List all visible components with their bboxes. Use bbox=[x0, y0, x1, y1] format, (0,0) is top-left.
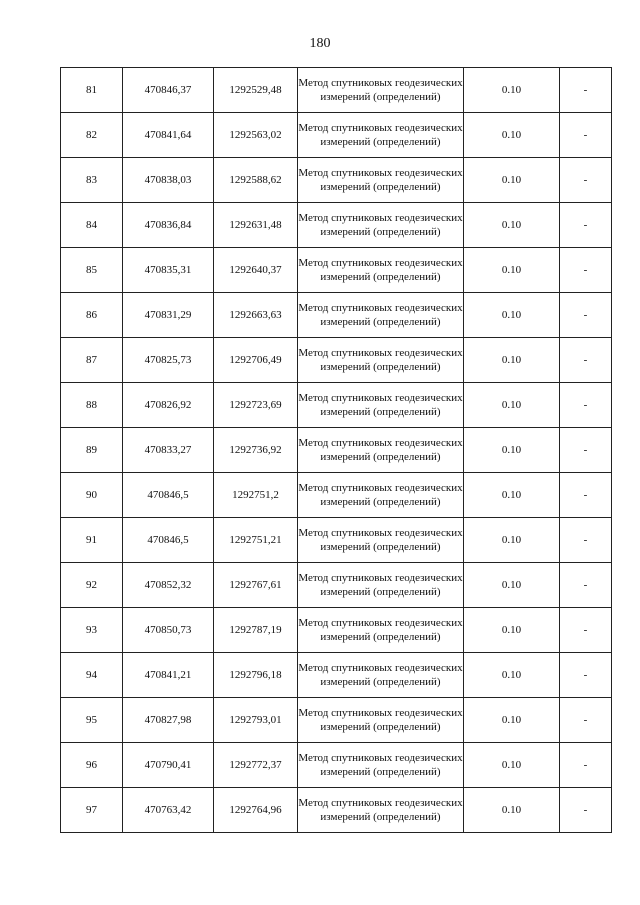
point-number-cell: 87 bbox=[61, 338, 123, 383]
page-number: 180 bbox=[309, 36, 331, 51]
table-row bbox=[61, 158, 612, 203]
precision-cell: 0.10 bbox=[464, 653, 560, 698]
precision-cell: 0.10 bbox=[464, 518, 560, 563]
x-coordinate-cell: 470825,73 bbox=[123, 338, 214, 383]
precision-cell: 0.10 bbox=[464, 428, 560, 473]
y-coordinate-cell: 1292751,2 bbox=[214, 473, 298, 518]
point-number-cell: 92 bbox=[61, 563, 123, 608]
precision-cell: 0.10 bbox=[464, 248, 560, 293]
method-cell: Метод спутниковых геодезических измерений (определений) bbox=[298, 608, 464, 653]
x-coordinate-cell: 470846,5 bbox=[123, 518, 214, 563]
point-number-cell: 83 bbox=[61, 158, 123, 203]
y-coordinate-cell: 1292787,19 bbox=[214, 608, 298, 653]
note-cell: - bbox=[560, 338, 612, 383]
point-number-cell: 94 bbox=[61, 653, 123, 698]
x-coordinate-cell: 470852,32 bbox=[123, 563, 214, 608]
precision-cell: 0.10 bbox=[464, 113, 560, 158]
x-coordinate-cell: 470841,21 bbox=[123, 653, 214, 698]
note-cell: - bbox=[560, 158, 612, 203]
precision-cell: 0.10 bbox=[464, 743, 560, 788]
y-coordinate-cell: 1292772,37 bbox=[214, 743, 298, 788]
y-coordinate-cell: 1292663,63 bbox=[214, 293, 298, 338]
y-coordinate-cell: 1292588,62 bbox=[214, 158, 298, 203]
note-cell: - bbox=[560, 473, 612, 518]
precision-cell: 0.10 bbox=[464, 608, 560, 653]
table-row bbox=[61, 338, 612, 383]
method-cell: Метод спутниковых геодезических измерений (определений) bbox=[298, 158, 464, 203]
y-coordinate-cell: 1292793,01 bbox=[214, 698, 298, 743]
method-cell: Метод спутниковых геодезических измерений (определений) bbox=[298, 113, 464, 158]
table-row bbox=[61, 293, 612, 338]
y-coordinate-cell: 1292631,48 bbox=[214, 203, 298, 248]
note-cell: - bbox=[560, 428, 612, 473]
method-cell: Метод спутниковых геодезических измерений (определений) bbox=[298, 743, 464, 788]
precision-cell: 0.10 bbox=[464, 698, 560, 743]
coordinates-table bbox=[60, 67, 612, 833]
point-number-cell: 86 bbox=[61, 293, 123, 338]
method-cell: Метод спутниковых геодезических измерений (определений) bbox=[298, 338, 464, 383]
table-row bbox=[61, 428, 612, 473]
y-coordinate-cell: 1292764,96 bbox=[214, 788, 298, 833]
table-row bbox=[61, 653, 612, 698]
note-cell: - bbox=[560, 518, 612, 563]
precision-cell: 0.10 bbox=[464, 293, 560, 338]
precision-cell: 0.10 bbox=[464, 203, 560, 248]
x-coordinate-cell: 470790,41 bbox=[123, 743, 214, 788]
method-cell: Метод спутниковых геодезических измерений (определений) bbox=[298, 518, 464, 563]
table-row bbox=[61, 698, 612, 743]
point-number-cell: 93 bbox=[61, 608, 123, 653]
x-coordinate-cell: 470835,31 bbox=[123, 248, 214, 293]
x-coordinate-cell: 470841,64 bbox=[123, 113, 214, 158]
precision-cell: 0.10 bbox=[464, 158, 560, 203]
point-number-cell: 82 bbox=[61, 113, 123, 158]
note-cell: - bbox=[560, 608, 612, 653]
table-row bbox=[61, 203, 612, 248]
point-number-cell: 97 bbox=[61, 788, 123, 833]
method-cell: Метод спутниковых геодезических измерений (определений) bbox=[298, 248, 464, 293]
x-coordinate-cell: 470827,98 bbox=[123, 698, 214, 743]
precision-cell: 0.10 bbox=[464, 338, 560, 383]
note-cell: - bbox=[560, 248, 612, 293]
point-number-cell: 96 bbox=[61, 743, 123, 788]
table-row bbox=[61, 788, 612, 833]
x-coordinate-cell: 470833,27 bbox=[123, 428, 214, 473]
x-coordinate-cell: 470846,5 bbox=[123, 473, 214, 518]
x-coordinate-cell: 470838,03 bbox=[123, 158, 214, 203]
precision-cell: 0.10 bbox=[464, 563, 560, 608]
note-cell: - bbox=[560, 383, 612, 428]
table-row bbox=[61, 563, 612, 608]
y-coordinate-cell: 1292529,48 bbox=[214, 68, 298, 113]
table-row bbox=[61, 113, 612, 158]
point-number-cell: 91 bbox=[61, 518, 123, 563]
y-coordinate-cell: 1292563,02 bbox=[214, 113, 298, 158]
table-row bbox=[61, 68, 612, 113]
x-coordinate-cell: 470836,84 bbox=[123, 203, 214, 248]
method-cell: Метод спутниковых геодезических измерений (определений) bbox=[298, 473, 464, 518]
x-coordinate-cell: 470831,29 bbox=[123, 293, 214, 338]
note-cell: - bbox=[560, 788, 612, 833]
note-cell: - bbox=[560, 743, 612, 788]
note-cell: - bbox=[560, 203, 612, 248]
method-cell: Метод спутниковых геодезических измерений (определений) bbox=[298, 203, 464, 248]
precision-cell: 0.10 bbox=[464, 473, 560, 518]
table-row bbox=[61, 743, 612, 788]
x-coordinate-cell: 470763,42 bbox=[123, 788, 214, 833]
note-cell: - bbox=[560, 113, 612, 158]
table-row bbox=[61, 248, 612, 293]
y-coordinate-cell: 1292736,92 bbox=[214, 428, 298, 473]
method-cell: Метод спутниковых геодезических измерений (определений) bbox=[298, 653, 464, 698]
table-row bbox=[61, 608, 612, 653]
x-coordinate-cell: 470850,73 bbox=[123, 608, 214, 653]
point-number-cell: 90 bbox=[61, 473, 123, 518]
point-number-cell: 95 bbox=[61, 698, 123, 743]
point-number-cell: 84 bbox=[61, 203, 123, 248]
y-coordinate-cell: 1292751,21 bbox=[214, 518, 298, 563]
y-coordinate-cell: 1292796,18 bbox=[214, 653, 298, 698]
precision-cell: 0.10 bbox=[464, 68, 560, 113]
method-cell: Метод спутниковых геодезических измерений (определений) bbox=[298, 68, 464, 113]
table-body bbox=[61, 68, 612, 833]
method-cell: Метод спутниковых геодезических измерений (определений) bbox=[298, 428, 464, 473]
table-row bbox=[61, 518, 612, 563]
precision-cell: 0.10 bbox=[464, 383, 560, 428]
note-cell: - bbox=[560, 563, 612, 608]
x-coordinate-cell: 470826,92 bbox=[123, 383, 214, 428]
method-cell: Метод спутниковых геодезических измерений (определений) bbox=[298, 383, 464, 428]
table-row bbox=[61, 473, 612, 518]
point-number-cell: 85 bbox=[61, 248, 123, 293]
table-row bbox=[61, 383, 612, 428]
point-number-cell: 89 bbox=[61, 428, 123, 473]
note-cell: - bbox=[560, 68, 612, 113]
point-number-cell: 81 bbox=[61, 68, 123, 113]
method-cell: Метод спутниковых геодезических измерений (определений) bbox=[298, 788, 464, 833]
x-coordinate-cell: 470846,37 bbox=[123, 68, 214, 113]
method-cell: Метод спутниковых геодезических измерений (определений) bbox=[298, 698, 464, 743]
precision-cell: 0.10 bbox=[464, 788, 560, 833]
method-cell: Метод спутниковых геодезических измерений (определений) bbox=[298, 293, 464, 338]
y-coordinate-cell: 1292723,69 bbox=[214, 383, 298, 428]
y-coordinate-cell: 1292767,61 bbox=[214, 563, 298, 608]
note-cell: - bbox=[560, 653, 612, 698]
y-coordinate-cell: 1292640,37 bbox=[214, 248, 298, 293]
note-cell: - bbox=[560, 698, 612, 743]
note-cell: - bbox=[560, 293, 612, 338]
point-number-cell: 88 bbox=[61, 383, 123, 428]
method-cell: Метод спутниковых геодезических измерений (определений) bbox=[298, 563, 464, 608]
y-coordinate-cell: 1292706,49 bbox=[214, 338, 298, 383]
